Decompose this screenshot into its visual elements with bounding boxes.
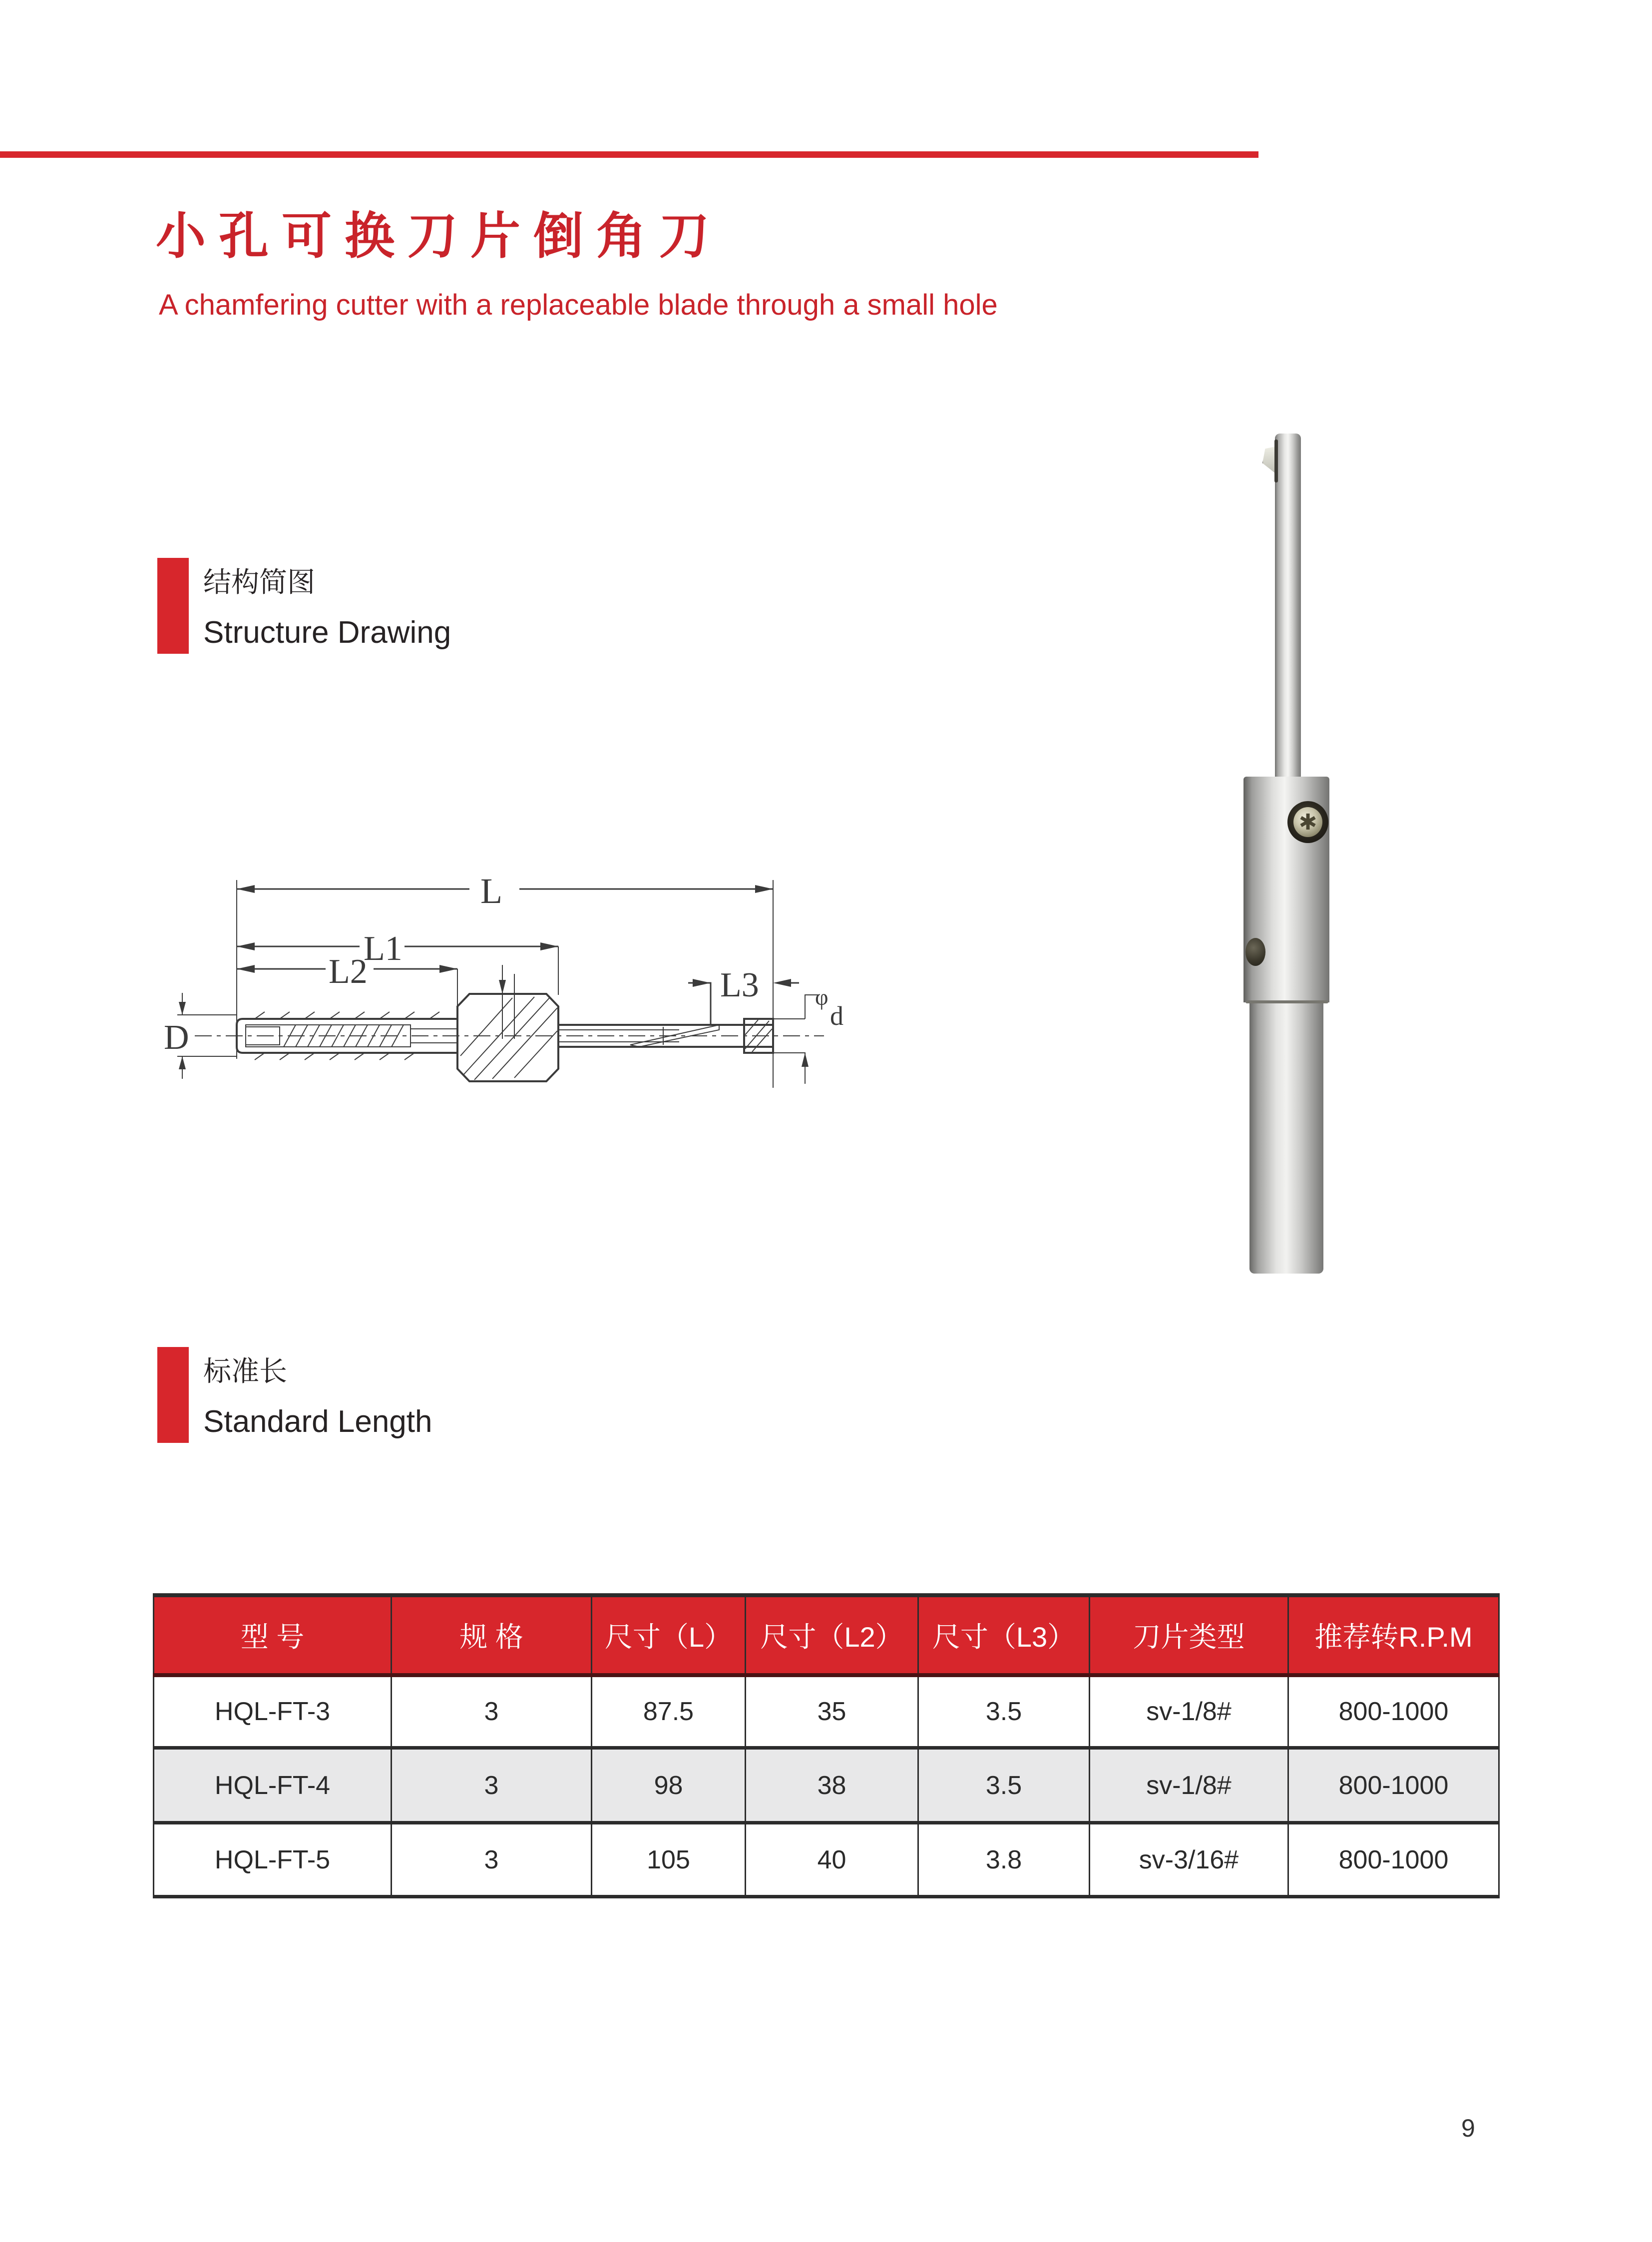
dim-label-L1: L1 xyxy=(364,929,403,968)
cell-size-l: 87.5 xyxy=(592,1675,746,1748)
standard-length-table xyxy=(153,1593,1500,1898)
table-row xyxy=(154,1748,1499,1823)
dim-label-D: D xyxy=(164,1018,189,1057)
col-header-rpm: 推荐转R.P.M xyxy=(1288,1595,1499,1675)
cell-size-l2: 38 xyxy=(746,1748,918,1823)
cell-rpm: 800-1000 xyxy=(1288,1823,1499,1897)
col-header-size-l: 尺寸（L） xyxy=(592,1595,746,1675)
cell-size-l2: 35 xyxy=(746,1675,918,1748)
cell-model: HQL-FT-4 xyxy=(154,1748,392,1823)
cell-size-l3: 3.8 xyxy=(918,1823,1090,1897)
photo-side-pin xyxy=(1245,938,1265,966)
photo-shank xyxy=(1249,1002,1323,1274)
top-accent-rule xyxy=(0,151,1258,158)
page-title: 小孔可换刀片倒角刀 xyxy=(156,208,722,264)
col-header-model: 型 号 xyxy=(154,1595,392,1675)
structure-section-title-cn: 结构简图 xyxy=(203,566,315,598)
cell-spec: 3 xyxy=(392,1823,592,1897)
photo-body-shank-step xyxy=(1245,1000,1328,1003)
table-row xyxy=(154,1675,1499,1748)
page-number: 9 xyxy=(1461,2114,1475,2142)
photo-blade-slot xyxy=(1274,440,1278,482)
cell-size-l3: 3.5 xyxy=(918,1675,1090,1748)
table-row xyxy=(154,1823,1499,1897)
cell-blade-type: sv-1/8# xyxy=(1090,1675,1288,1748)
cell-rpm: 800-1000 xyxy=(1288,1675,1499,1748)
standard-length-section-title-cn: 标准长 xyxy=(203,1355,287,1387)
nut-hatch xyxy=(460,997,557,1080)
torx-screw-star-icon: ✱ xyxy=(1293,807,1322,837)
col-header-spec: 规 格 xyxy=(392,1595,592,1675)
cell-blade-type: sv-1/8# xyxy=(1090,1748,1288,1823)
dim-label-d: d xyxy=(830,1001,843,1031)
dim-label-L: L xyxy=(480,871,502,911)
col-header-blade-type: 刀片类型 xyxy=(1090,1595,1288,1675)
dim-label-phi: φ xyxy=(815,984,828,1010)
cell-model: HQL-FT-5 xyxy=(154,1823,392,1897)
structure-section-title-en: Structure Drawing xyxy=(203,615,451,650)
structure-section-accent-bar xyxy=(157,558,189,654)
cell-spec: 3 xyxy=(392,1748,592,1823)
standard-length-table-container xyxy=(153,1593,1498,1898)
photo-pilot-rod xyxy=(1275,434,1301,779)
cell-size-l3: 3.5 xyxy=(918,1748,1090,1823)
hex-nut-outline xyxy=(457,994,558,1081)
cell-rpm: 800-1000 xyxy=(1288,1748,1499,1823)
table-header-row xyxy=(154,1595,1499,1675)
col-header-size-l2: 尺寸（L2） xyxy=(746,1595,918,1675)
cell-model: HQL-FT-3 xyxy=(154,1675,392,1748)
dim-label-L3: L3 xyxy=(720,966,759,1004)
structure-drawing xyxy=(150,849,924,1159)
cell-blade-type: sv-3/16# xyxy=(1090,1823,1288,1897)
col-header-size-l3: 尺寸（L3） xyxy=(918,1595,1090,1675)
dim-label-L2: L2 xyxy=(329,952,368,991)
cell-spec: 3 xyxy=(392,1675,592,1748)
cell-size-l: 105 xyxy=(592,1823,746,1897)
standard-length-section-accent-bar xyxy=(157,1347,189,1443)
cell-size-l2: 40 xyxy=(746,1823,918,1897)
standard-length-section-title-en: Standard Length xyxy=(203,1404,432,1439)
cell-size-l: 98 xyxy=(592,1748,746,1823)
page-subtitle: A chamfering cutter with a replaceable blade through a small hole xyxy=(159,289,998,321)
